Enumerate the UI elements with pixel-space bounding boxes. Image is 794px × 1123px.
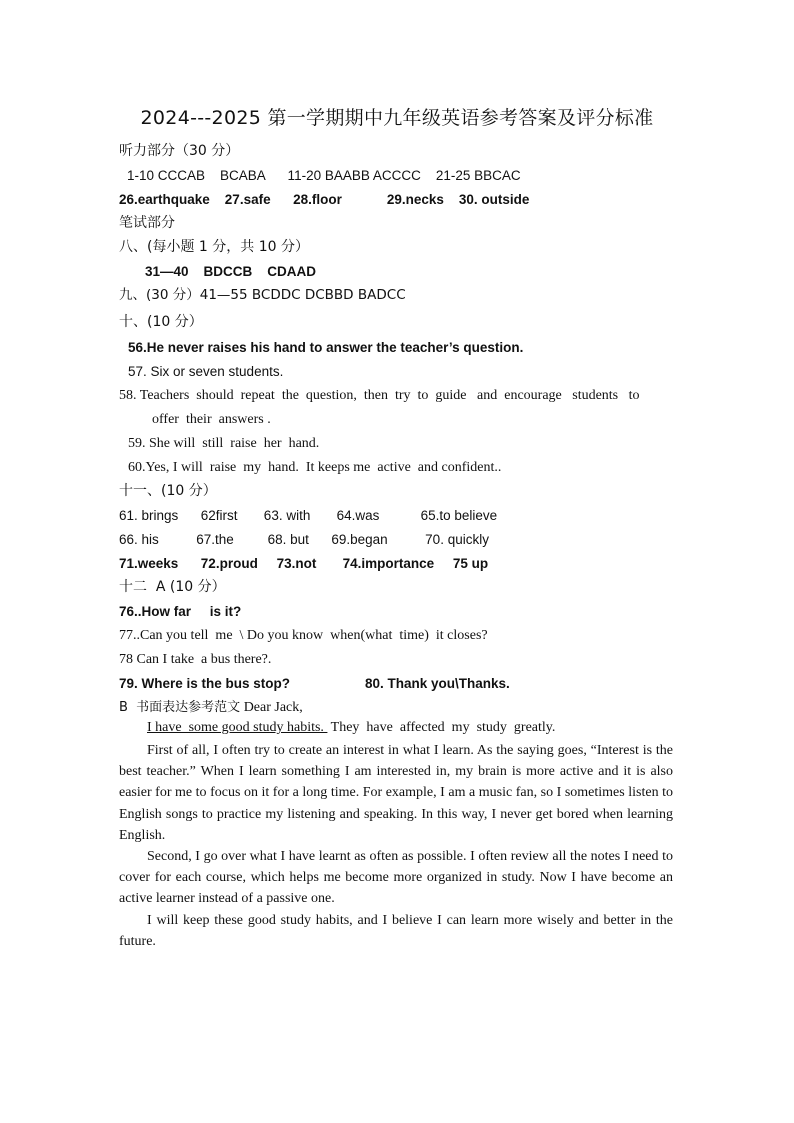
essay-label-line (119, 698, 303, 717)
answer-56: 56.He never raises his hand to answer the teacher’s question. (128, 340, 524, 355)
essay-label: B 书面表达参考范文 (119, 700, 241, 715)
essay-paragraph-2: Second, I go over what I have learnt as often as possible. I often review all the notes I need to cover for each course, which helps me become more organized in study. Now I have become an active learner instead of a passive one. (119, 849, 673, 907)
essay-opening-rest: They have affected my study greatly. (327, 720, 556, 735)
page-title: 2024---2025 第一学期期中九年级英语参考答案及评分标准 (140, 107, 654, 129)
written-heading: 笔试部分 (119, 215, 175, 231)
answer-60: 60.Yes, I will raise my hand. It keeps me active and confident.. (128, 460, 502, 475)
section-11-row-3: 71.weeks 72.proud 73.not 74.importance 75 up (119, 556, 489, 571)
answer-79: 79. Where is the bus stop? (119, 676, 291, 691)
essay-opening-underlined: I have some good study habits. (147, 720, 328, 735)
section-12-heading: 十二 A (10 分） (119, 579, 226, 595)
section-11-row-2: 66. his 67.the 68. but 69.began 70. quickly (119, 532, 489, 547)
section-8-heading: 八、(每小题 1 分，共 10 分） (119, 239, 309, 255)
answer-57: 57. Six or seven students. (128, 364, 284, 379)
listening-choice-answers: 1-10 CCCAB BCABA 11-20 BAABB ACCCC 21-25 BBCAC (127, 168, 521, 183)
answer-80: 80. Thank you\Thanks. (365, 676, 510, 691)
answer-58-line-1: 58. Teachers should repeat the question, then try to guide and encourage students to (119, 388, 640, 403)
answer-59: 59. She will still raise her hand. (128, 436, 320, 451)
listening-heading: 听力部分（30 分） (119, 143, 240, 159)
section-9-answers: 九、(30 分）41—55 BCDDC DCBBD BADCC (119, 287, 406, 303)
essay-paragraph-1: First of all, I often try to create an interest in what I learn. As the saying goes, “Interest is the best teacher.” When I learn something I am interested in, my brain is more active and it is also easier for me to focus on it for a long time. For example, I am a music fan, so I sometimes listen to English songs to practice my listening and speaking. In this way, I never get bored when learning English. (119, 743, 673, 843)
essay-greeting: Dear Jack, (240, 700, 303, 715)
answer-78: 78 Can I take a bus there?. (119, 652, 272, 667)
essay-paragraph-3: I will keep these good study habits, and I believe I can learn more wisely and better in the future. (119, 913, 673, 950)
essay-opening (147, 719, 555, 737)
section-8-answers: 31—40 BDCCB CDAAD (145, 264, 317, 279)
section-11-heading: 十一、(10 分） (119, 483, 217, 499)
listening-fill-answers: 26.earthquake 27.safe 28.floor 29.necks 30. outside (119, 192, 530, 207)
section-10-heading: 十、(10 分） (119, 314, 203, 330)
answer-58-line-2: offer their answers . (152, 412, 271, 427)
section-11-row-1: 61. brings 62first 63. with 64.was 65.to believe (119, 508, 498, 523)
answer-76: 76..How far is it? (119, 604, 242, 619)
answer-77: 77..Can you tell me \ Do you know when(what time) it closes? (119, 628, 488, 643)
